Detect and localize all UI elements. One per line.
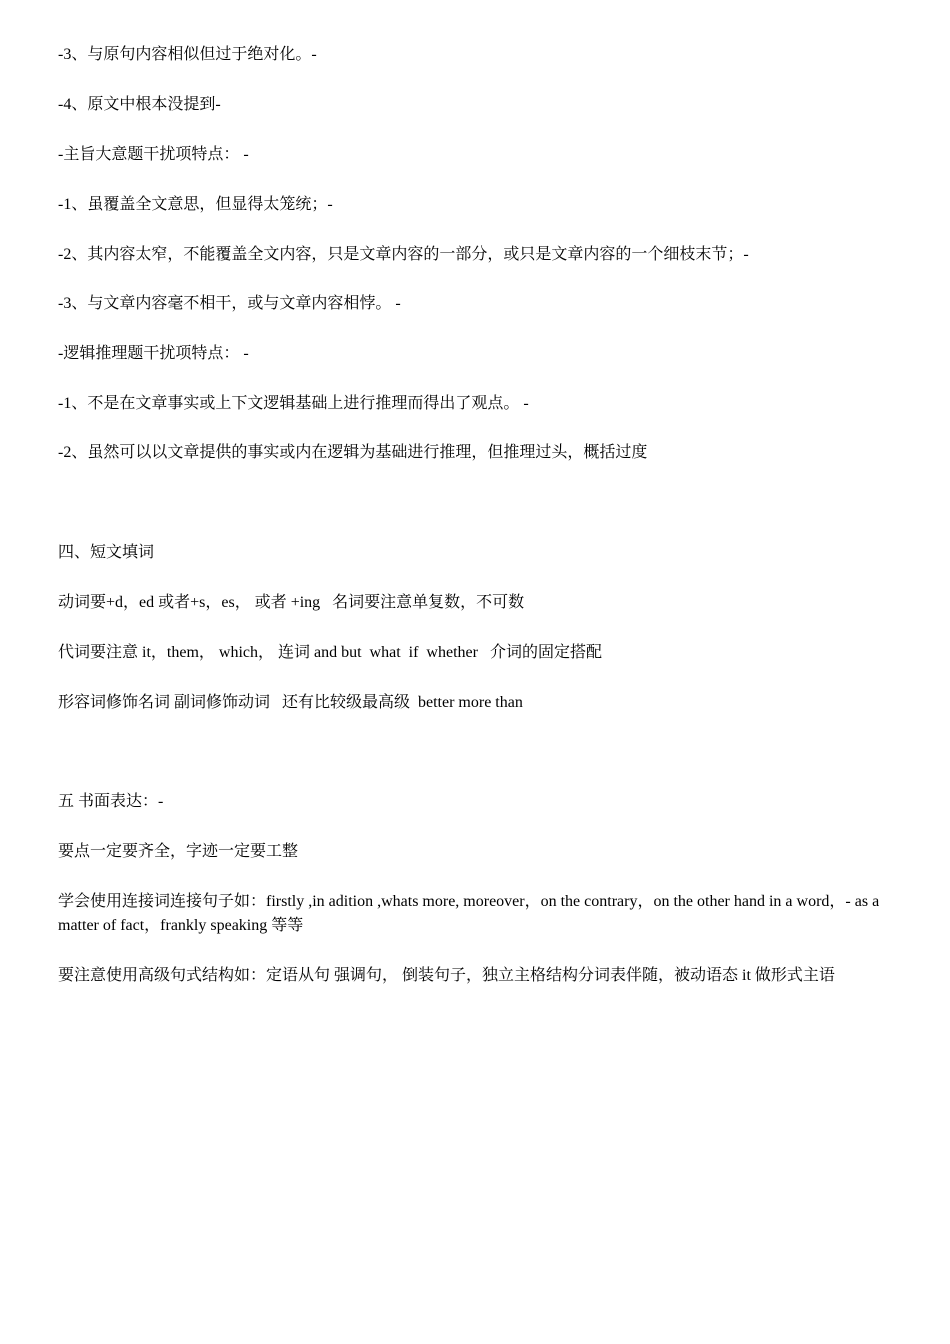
text-line-main-idea-1: -1、虽覆盖全文意思，但显得太笼统；- — [58, 196, 333, 213]
text-line-main-idea-heading: -主旨大意题干扰项特点： - — [58, 146, 249, 163]
text-line-distractor-absolute: -3、与原句内容相似但过于绝对化。- — [58, 46, 317, 63]
text-line-writing-points: 要点一定要齐全，字迹一定要工整 — [58, 843, 299, 860]
section-heading-writing: 五 书面表达：- — [58, 793, 164, 810]
text-line-connectives: 学会使用连接词连接句子如：firstly ,in adition ,whats more, moreover，on the contrary，on the other hand in a word，- as a matter of fact，frankly speaking 等等 — [58, 893, 884, 934]
text-line-advanced-structures: 要注意使用高级句式结构如：定语从句 强调句， 倒装句子，独立主格结构分词表伴随，被动语态 it 做形式主语 — [58, 967, 835, 984]
text-line-inference-2: -2、虽然可以以文章提供的事实或内在逻辑为基础进行推理，但推理过头，概括过度 — [58, 444, 648, 461]
text-line-inference-heading: -逻辑推理题干扰项特点： - — [58, 345, 249, 362]
text-line-adjectives-adverbs: 形容词修饰名词 副词修饰动词 还有比较级最高级 better more than — [58, 694, 523, 711]
text-line-main-idea-3: -3、与文章内容毫不相干，或与文章内容相悖。 - — [58, 295, 401, 312]
text-line-main-idea-2: -2、其内容太窄，不能覆盖全文内容，只是文章内容的一部分，或只是文章内容的一个细枝末节；- — [58, 246, 749, 263]
text-line-not-mentioned: -4、原文中根本没提到- — [58, 96, 221, 113]
section-heading-cloze: 四、短文填词 — [58, 544, 155, 561]
text-line-pronouns-conjunctions: 代词要注意 it，them， which， 连词 and but what if whether 介词的固定搭配 — [58, 644, 602, 661]
text-line-inference-1: -1、不是在文章事实或上下文逻辑基础上进行推理而得出了观点。 - — [58, 395, 529, 412]
text-line-verbs-nouns: 动词要+d，ed 或者+s，es， 或者 +ing 名词要注意单复数，不可数 — [58, 594, 525, 611]
